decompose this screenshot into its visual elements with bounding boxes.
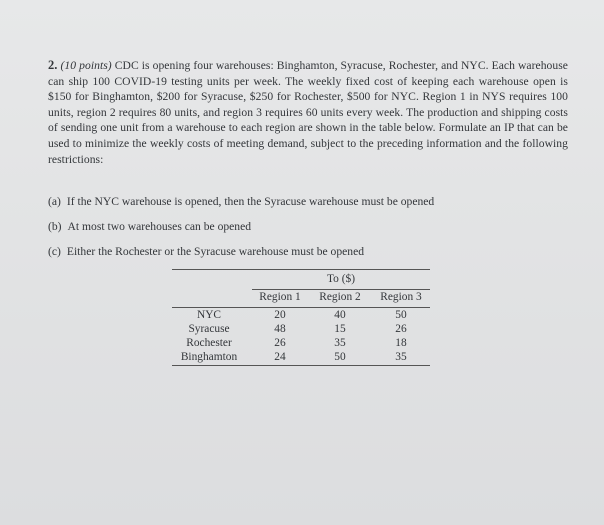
row-label: Syracuse <box>188 323 230 335</box>
restriction-tag: (c) <box>48 245 61 258</box>
table-cell: 35 <box>334 337 346 349</box>
problem-points: (10 points) <box>60 59 112 72</box>
table-row <box>172 351 430 365</box>
table-row <box>172 309 430 323</box>
table-cell: 50 <box>334 351 346 363</box>
column-header-region-2: Region 2 <box>319 291 361 303</box>
row-label: Binghamton <box>180 351 238 363</box>
table-cell: 15 <box>334 323 346 335</box>
table-cell: 26 <box>274 337 286 349</box>
row-label: Rochester <box>186 337 232 349</box>
problem-statement <box>48 58 568 167</box>
table-cell: 48 <box>274 323 286 335</box>
table-cell: 50 <box>395 309 407 321</box>
table-row <box>172 323 430 337</box>
table-cell: 35 <box>395 351 407 363</box>
restriction-item <box>48 219 568 244</box>
table-group-rule <box>252 289 430 290</box>
restrictions-list <box>48 194 568 269</box>
restriction-tag: (a) <box>48 195 61 208</box>
table-top-rule <box>172 269 430 270</box>
table-cell: 20 <box>274 309 286 321</box>
table-header-rule <box>172 307 430 308</box>
problem-number: 2. <box>48 58 58 72</box>
table-cell: 24 <box>274 351 286 363</box>
column-header-region-3: Region 3 <box>380 291 422 303</box>
table-cell: 40 <box>334 309 346 321</box>
restriction-text: Either the Rochester or the Syracuse warehouse must be opened <box>66 245 365 258</box>
restriction-tag: (b) <box>48 220 62 233</box>
restriction-text: At most two warehouses can be opened <box>67 220 252 233</box>
restriction-item <box>48 244 568 269</box>
table-group-header: To ($) <box>327 273 355 285</box>
table-row <box>172 337 430 351</box>
problem-text: CDC is opening four warehouses: Binghamton, Syracuse, Rochester, and NYC. Each warehouse can ship 100 COVID-19 testing units per week. The weekly fixed cost of keeping each warehouse open is $150 for Binghamton, $200 for Syracuse, $250 for Rochester, $500 for NYC. Region 1 in NYS requires 100 units, region 2 requires 80 units, and region 3 requires 60 units every week. The production and shipping costs of sending one unit from a warehouse to each region are shown in the table below. Formulate an IP that can be used to minimize the weekly costs of meeting demand, subject to the preceding information and the following restrictions: <box>48 59 569 166</box>
table-cell: 26 <box>395 323 407 335</box>
table-cell: 18 <box>395 337 407 349</box>
row-label: NYC <box>196 309 222 321</box>
restriction-item <box>48 194 568 219</box>
column-header-region-1: Region 1 <box>259 291 301 303</box>
restriction-text: If the NYC warehouse is opened, then the Syracuse warehouse must be opened <box>66 195 435 208</box>
table-bottom-rule <box>172 365 430 366</box>
